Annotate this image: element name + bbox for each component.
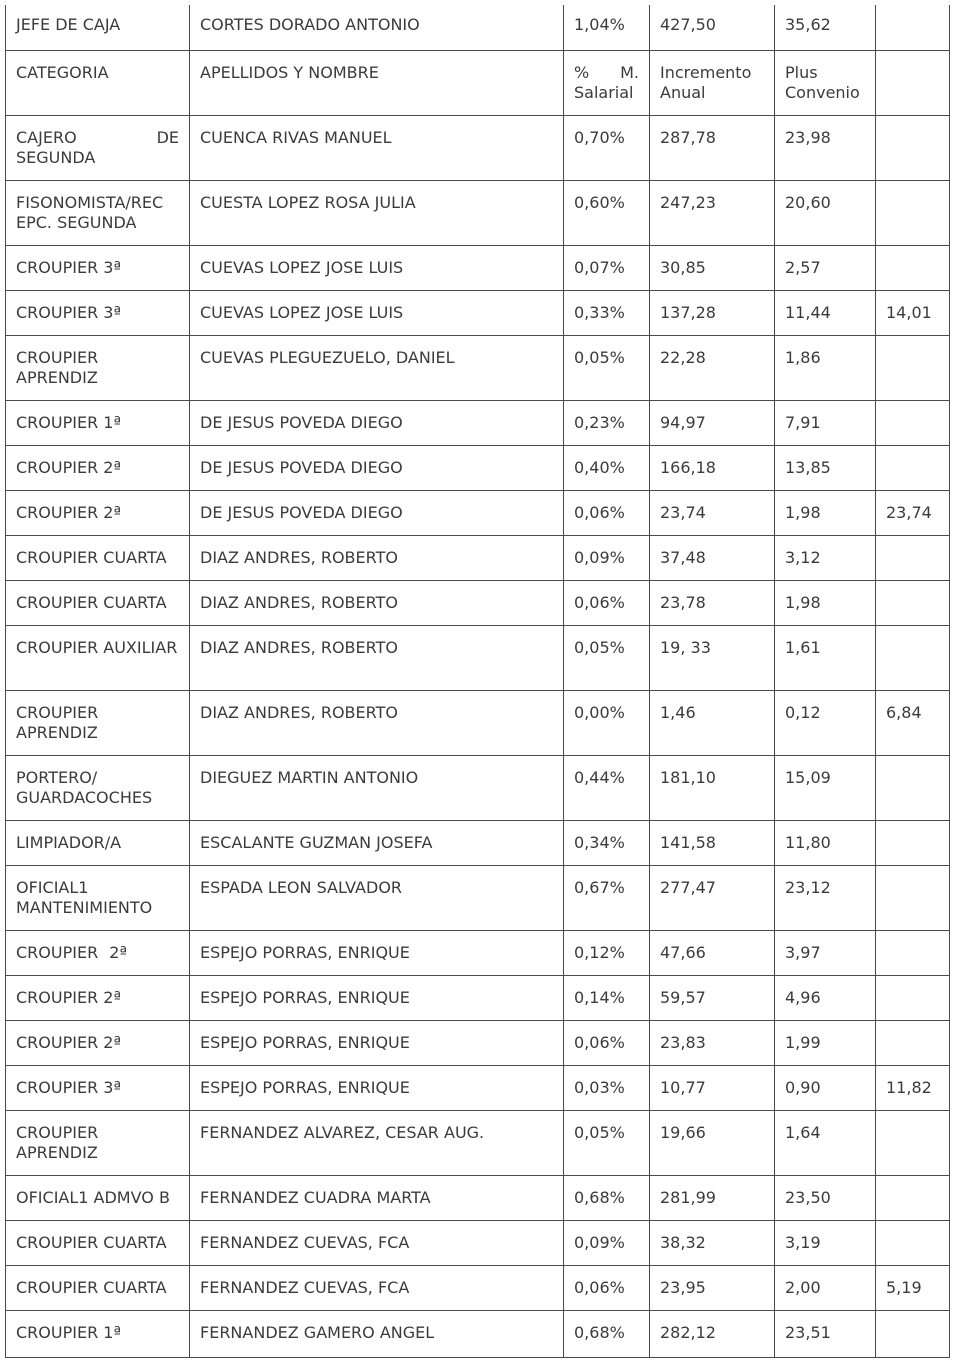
cell-extra [876,1020,950,1065]
table-row [6,490,950,535]
cell-categoria: CROUPIER CUARTA [6,535,190,580]
cell-extra [876,245,950,290]
cell-extra [876,180,950,245]
table-row [6,1310,950,1357]
cell-categoria: CROUPIER 2ª [6,445,190,490]
cell-incremento: 181,10 [650,755,775,820]
cell-masa-salarial: 0,23% [564,400,650,445]
cell-categoria: CROUPIER 2ª [6,490,190,535]
cell-extra [876,1220,950,1265]
salary-table [5,5,950,1358]
cell-extra [876,400,950,445]
cell-extra [876,1310,950,1357]
cell-extra: 23,74 [876,490,950,535]
table-row [6,690,950,755]
cell-incremento: 23,78 [650,580,775,625]
cell-categoria: CROUPIER APRENDIZ [6,690,190,755]
cell-nombre: CUEVAS PLEGUEZUELO, DANIEL [190,335,564,400]
cell-extra [876,975,950,1020]
cell-extra [876,115,950,180]
cell-categoria: CAJERO DE SEGUNDA [6,115,190,180]
table-row [6,755,950,820]
cell-masa-salarial: 0,07% [564,245,650,290]
cell-categoria: CROUPIER 1ª [6,1310,190,1357]
cell-plus-convenio: 11,80 [775,820,876,865]
cell-categoria: CROUPIER CUARTA [6,1265,190,1310]
cell-extra: 5,19 [876,1265,950,1310]
cell-extra [876,1175,950,1220]
cell-extra [876,335,950,400]
cell-masa-salarial: 0,44% [564,755,650,820]
cell-nombre: DIAZ ANDRES, ROBERTO [190,690,564,755]
cell-extra [876,445,950,490]
cell-masa-salarial: 0,70% [564,115,650,180]
header-masa-salarial: % M. Salarial [564,50,650,115]
cell-plus-convenio: 35,62 [775,5,876,50]
cell-plus-convenio: 1,86 [775,335,876,400]
cell-categoria: OFICIAL1 ADMVO B [6,1175,190,1220]
cell-categoria: CROUPIER 2ª [6,930,190,975]
cell-nombre: DE JESUS POVEDA DIEGO [190,490,564,535]
cell-extra [876,1110,950,1175]
cell-incremento: 282,12 [650,1310,775,1357]
cell-incremento: 137,28 [650,290,775,335]
table-row [6,180,950,245]
cell-nombre: FERNANDEZ ALVAREZ, CESAR AUG. [190,1110,564,1175]
table-row [6,115,950,180]
cell-plus-convenio: 3,19 [775,1220,876,1265]
cell-masa-salarial: 0,00% [564,690,650,755]
cell-extra [876,535,950,580]
table-body [6,5,950,1357]
cell-nombre: DE JESUS POVEDA DIEGO [190,400,564,445]
cell-nombre: ESCALANTE GUZMAN JOSEFA [190,820,564,865]
table-row [6,290,950,335]
cell-plus-convenio: 1,64 [775,1110,876,1175]
cell-categoria: CROUPIER 2ª [6,975,190,1020]
cell-masa-salarial: 0,09% [564,535,650,580]
cell-incremento: 141,58 [650,820,775,865]
cell-incremento: 427,50 [650,5,775,50]
table-row [6,1065,950,1110]
cell-masa-salarial: 0,33% [564,290,650,335]
table-row [6,335,950,400]
table-row [6,245,950,290]
cell-masa-salarial: 0,67% [564,865,650,930]
table-header-row [6,50,950,115]
cell-extra: 14,01 [876,290,950,335]
cell-masa-salarial: 0,68% [564,1310,650,1357]
cell-extra [876,625,950,690]
table-row [6,400,950,445]
table-row [6,445,950,490]
cell-categoria: FISONOMISTA/REC EPC. SEGUNDA [6,180,190,245]
cell-nombre: CUEVAS LOPEZ JOSE LUIS [190,245,564,290]
cell-nombre: DIEGUEZ MARTIN ANTONIO [190,755,564,820]
cell-plus-convenio: 4,96 [775,975,876,1020]
cell-incremento: 19, 33 [650,625,775,690]
cell-nombre: CUENCA RIVAS MANUEL [190,115,564,180]
cell-categoria: CROUPIER CUARTA [6,580,190,625]
cell-incremento: 94,97 [650,400,775,445]
cell-nombre: DIAZ ANDRES, ROBERTO [190,580,564,625]
cell-masa-salarial: 0,05% [564,625,650,690]
header-plus-convenio: Plus Convenio [775,50,876,115]
table-row [6,1020,950,1065]
cell-masa-salarial: 0,14% [564,975,650,1020]
cell-plus-convenio: 3,97 [775,930,876,975]
cell-extra [876,580,950,625]
cell-nombre: ESPEJO PORRAS, ENRIQUE [190,1020,564,1065]
cell-plus-convenio: 3,12 [775,535,876,580]
cell-categoria: JEFE DE CAJA [6,5,190,50]
cell-masa-salarial: 0,68% [564,1175,650,1220]
cell-plus-convenio: 20,60 [775,180,876,245]
cell-categoria: CROUPIER AUXILIAR [6,625,190,690]
cell-masa-salarial: 0,09% [564,1220,650,1265]
cell-incremento: 19,66 [650,1110,775,1175]
cell-plus-convenio: 23,12 [775,865,876,930]
table-row [6,1265,950,1310]
cell-plus-convenio: 15,09 [775,755,876,820]
cell-incremento: 23,95 [650,1265,775,1310]
cell-nombre: ESPEJO PORRAS, ENRIQUE [190,930,564,975]
cell-categoria: OFICIAL1 MANTENIMIENTO [6,865,190,930]
cell-categoria: CROUPIER APRENDIZ [6,335,190,400]
cell-extra: 6,84 [876,690,950,755]
cell-incremento: 47,66 [650,930,775,975]
cell-incremento: 166,18 [650,445,775,490]
table-row [6,625,950,690]
table-row [6,535,950,580]
cell-categoria: LIMPIADOR/A [6,820,190,865]
cell-masa-salarial: 0,06% [564,1265,650,1310]
cell-nombre: ESPEJO PORRAS, ENRIQUE [190,975,564,1020]
table-row [6,1110,950,1175]
cell-plus-convenio: 1,98 [775,490,876,535]
cell-nombre: CUEVAS LOPEZ JOSE LUIS [190,290,564,335]
cell-nombre: FERNANDEZ CUEVAS, FCA [190,1220,564,1265]
cell-categoria: CROUPIER 2ª [6,1020,190,1065]
cell-plus-convenio: 0,90 [775,1065,876,1110]
cell-categoria: PORTERO/ GUARDACOCHES [6,755,190,820]
cell-plus-convenio: 13,85 [775,445,876,490]
cell-nombre: ESPADA LEON SALVADOR [190,865,564,930]
cell-nombre: DE JESUS POVEDA DIEGO [190,445,564,490]
table-row [6,1220,950,1265]
cell-plus-convenio: 23,50 [775,1175,876,1220]
cell-masa-salarial: 0,34% [564,820,650,865]
cell-nombre: CUESTA LOPEZ ROSA JULIA [190,180,564,245]
cell-categoria: CROUPIER 3ª [6,290,190,335]
cell-incremento: 281,99 [650,1175,775,1220]
cell-extra [876,820,950,865]
cell-masa-salarial: 0,40% [564,445,650,490]
cell-incremento: 277,47 [650,865,775,930]
cell-masa-salarial: 0,06% [564,490,650,535]
table-row [6,580,950,625]
cell-incremento: 37,48 [650,535,775,580]
table-row [6,930,950,975]
cell-nombre: FERNANDEZ CUADRA MARTA [190,1175,564,1220]
cell-incremento: 23,83 [650,1020,775,1065]
cell-masa-salarial: 0,12% [564,930,650,975]
cell-plus-convenio: 11,44 [775,290,876,335]
cell-categoria: CROUPIER 1ª [6,400,190,445]
table-row [6,1175,950,1220]
cell-masa-salarial: 0,05% [564,1110,650,1175]
cell-masa-salarial: 0,05% [564,335,650,400]
cell-incremento: 59,57 [650,975,775,1020]
table-row [6,5,950,50]
cell-incremento: 1,46 [650,690,775,755]
cell-plus-convenio: 1,98 [775,580,876,625]
header-categoria: CATEGORIA [6,50,190,115]
cell-extra [876,865,950,930]
cell-plus-convenio: 7,91 [775,400,876,445]
header-nombre: APELLIDOS Y NOMBRE [190,50,564,115]
cell-nombre: FERNANDEZ CUEVAS, FCA [190,1265,564,1310]
cell-masa-salarial: 0,06% [564,1020,650,1065]
table-row [6,865,950,930]
cell-categoria: CROUPIER 3ª [6,245,190,290]
cell-categoria: CROUPIER APRENDIZ [6,1110,190,1175]
cell-plus-convenio: 2,00 [775,1265,876,1310]
cell-masa-salarial: 0,60% [564,180,650,245]
header-extra [876,50,950,115]
cell-incremento: 22,28 [650,335,775,400]
cell-plus-convenio: 23,51 [775,1310,876,1357]
cell-incremento: 23,74 [650,490,775,535]
cell-categoria: CROUPIER CUARTA [6,1220,190,1265]
cell-incremento: 287,78 [650,115,775,180]
table-row [6,975,950,1020]
cell-nombre: DIAZ ANDRES, ROBERTO [190,535,564,580]
cell-extra [876,5,950,50]
cell-masa-salarial: 0,06% [564,580,650,625]
table-row [6,820,950,865]
cell-plus-convenio: 1,99 [775,1020,876,1065]
cell-plus-convenio: 23,98 [775,115,876,180]
cell-plus-convenio: 1,61 [775,625,876,690]
cell-nombre: CORTES DORADO ANTONIO [190,5,564,50]
cell-nombre: DIAZ ANDRES, ROBERTO [190,625,564,690]
cell-masa-salarial: 1,04% [564,5,650,50]
cell-incremento: 10,77 [650,1065,775,1110]
header-incremento: Incremento Anual [650,50,775,115]
cell-masa-salarial: 0,03% [564,1065,650,1110]
cell-nombre: ESPEJO PORRAS, ENRIQUE [190,1065,564,1110]
cell-plus-convenio: 2,57 [775,245,876,290]
cell-extra [876,755,950,820]
cell-incremento: 247,23 [650,180,775,245]
cell-incremento: 30,85 [650,245,775,290]
cell-incremento: 38,32 [650,1220,775,1265]
cell-categoria: CROUPIER 3ª [6,1065,190,1110]
cell-extra [876,930,950,975]
cell-plus-convenio: 0,12 [775,690,876,755]
cell-extra: 11,82 [876,1065,950,1110]
cell-nombre: FERNANDEZ GAMERO ANGEL [190,1310,564,1357]
